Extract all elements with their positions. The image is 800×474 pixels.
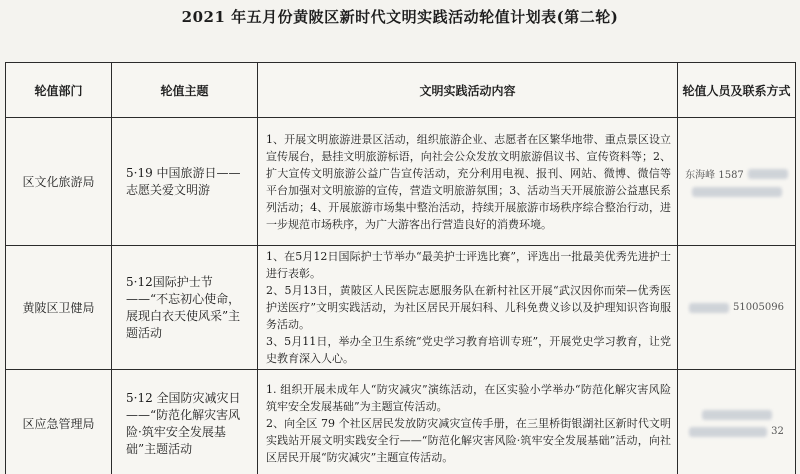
page-title: 2021 年五月份黄陂区新时代文明实践活动轮值计划表(第二轮) <box>181 8 619 26</box>
header-theme: 轮值主题 <box>112 63 258 118</box>
row-dept: 黄陂区卫健局 <box>6 246 112 370</box>
redacted-mask <box>689 303 729 313</box>
contact-text: 51005096 <box>733 302 784 313</box>
row-contact <box>678 118 796 246</box>
contact-text: 32 <box>771 426 784 437</box>
redacted-mask <box>748 169 788 179</box>
table-row <box>6 246 796 370</box>
header-contact: 轮值人员及联系方式 <box>678 63 796 118</box>
table-row <box>6 118 796 246</box>
row-dept: 区文化旅游局 <box>6 118 112 246</box>
row-theme: 5·12国际护士节——“不忘初心使命，展现白衣天使风采”主题活动 <box>112 246 258 370</box>
rotation-schedule-table <box>5 62 796 474</box>
row-content: 1. 组织开展未成年人“防灾减灾”演练活动，在区实验小学举办“防范化解灾害风险 筑牢安全发展基础”为主题宣传活动。 2、向全区 79 个社区居民发放防灾减灾宣传手册，在三里桥街银湖社区新时代文明实践站开展文明实践安全行——“防范化解灾害风险·筑牢安全发展基础”活动，向社区居民开展“防灾减灾”主题宣传活动。 <box>258 370 678 474</box>
row-content: 1、在5月12日国际护士节举办“最美护士评选比赛”，评选出一批最美优秀先进护士进行表彰。 2、5月13日，黄陂区人民医院志愿服务队在新村社区开展“武汉因你而荣—优秀医护送医疗”文明实践活动，为社区居民开展妇科、儿科免费义诊以及护理知识咨询服务活动。 3、5月11日，举办全卫生系统“党史学习教育培训专班”，开展党史学习教育，让党史教育深入人心。 <box>258 246 678 370</box>
row-contact <box>678 370 796 474</box>
row-theme: 5·12 全国防灾减灾日——“防范化解灾害风险·筑牢安全发展基础”主题活动 <box>112 370 258 474</box>
row-contact <box>678 246 796 370</box>
row-theme: 5·19 中国旅游日——志愿关爱文明游 <box>112 118 258 246</box>
header-content: 文明实践活动内容 <box>258 63 678 118</box>
table-row <box>6 370 796 474</box>
contact-text: 东海峰 1587 <box>685 170 744 181</box>
redacted-mask <box>692 187 782 197</box>
redacted-mask <box>702 410 772 420</box>
redacted-mask <box>689 427 767 437</box>
row-dept: 区应急管理局 <box>6 370 112 474</box>
table-header-row <box>6 63 796 118</box>
row-content: 1、开展文明旅游进景区活动，组织旅游企业、志愿者在区繁华地带、重点景区设立宣传展台，悬挂文明旅游标语，向社会公众发放文明旅游倡议书、宣传资料等；2、扩大宣传文明旅游公益广告宣传活动，充分利用电视、报刊、网站、微博、微信等平台加强对文明旅游的宣传，营造文明旅游氛围；3、活动当天开展旅游公益惠民系列活动；4、开展旅游市场集中整治活动，持续开展旅游市场秩序综合整治行动，进一步规范市场秩序，为广大游客出行营造良好的消费环境。 <box>258 118 678 246</box>
header-dept: 轮值部门 <box>6 63 112 118</box>
